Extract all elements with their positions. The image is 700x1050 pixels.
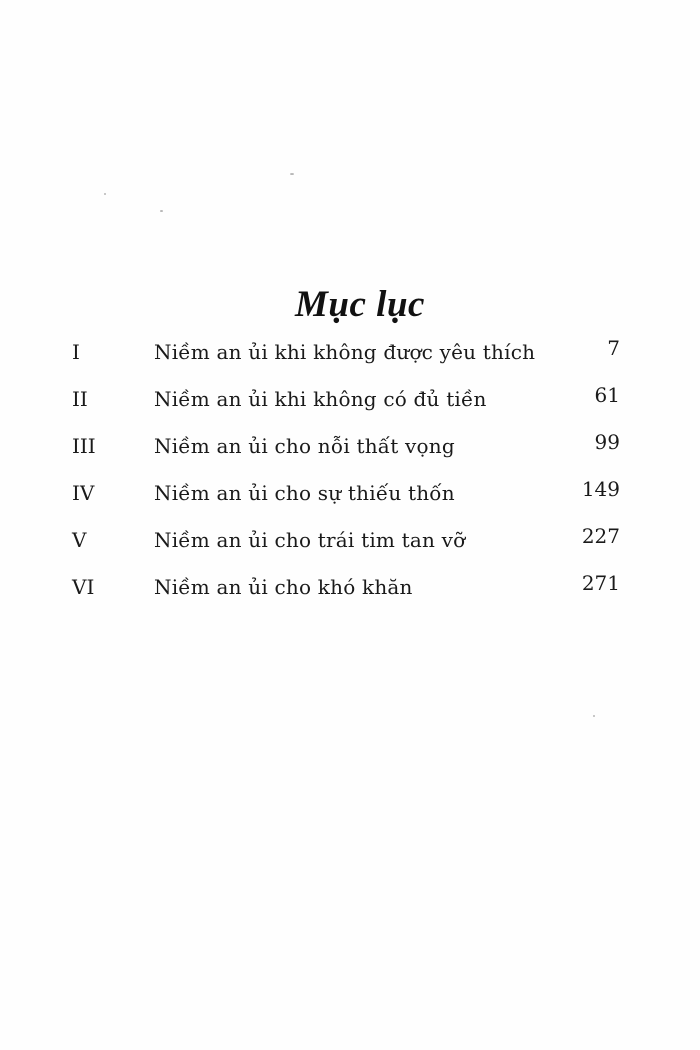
toc-entry (0, 520, 700, 567)
page-title: Mục lục (295, 283, 425, 325)
paper-speck (593, 715, 595, 717)
paper-speck (160, 210, 163, 212)
toc-entry (0, 473, 700, 520)
chapter-title: Niềm an ủi cho trái tim tan vỡ (154, 528, 466, 552)
page-number: 149 (581, 477, 620, 501)
toc-entry (0, 332, 700, 379)
toc-entry (0, 379, 700, 426)
paper-speck (104, 193, 106, 195)
paper-speck (290, 173, 294, 175)
toc-entry (0, 426, 700, 473)
chapter-numeral: III (72, 434, 96, 458)
page-number: 227 (581, 524, 620, 548)
chapter-numeral: V (72, 528, 87, 552)
chapter-title: Niềm an ủi cho khó khăn (154, 575, 413, 599)
page-number: 271 (581, 571, 620, 595)
toc-entry (0, 567, 700, 614)
chapter-title: Niềm an ủi cho sự thiếu thốn (154, 481, 455, 505)
chapter-title: Niềm an ủi khi không được yêu thích (154, 340, 536, 364)
chapter-numeral: I (72, 340, 80, 364)
page-number: 7 (607, 336, 620, 360)
chapter-numeral: VI (72, 575, 95, 599)
page-number: 99 (594, 430, 620, 454)
chapter-numeral: IV (72, 481, 95, 505)
chapter-title: Niềm an ủi cho nỗi thất vọng (154, 434, 455, 458)
table-of-contents (0, 332, 700, 614)
chapter-title: Niềm an ủi khi không có đủ tiền (154, 387, 487, 411)
chapter-numeral: II (72, 387, 88, 411)
page-number: 61 (594, 383, 620, 407)
